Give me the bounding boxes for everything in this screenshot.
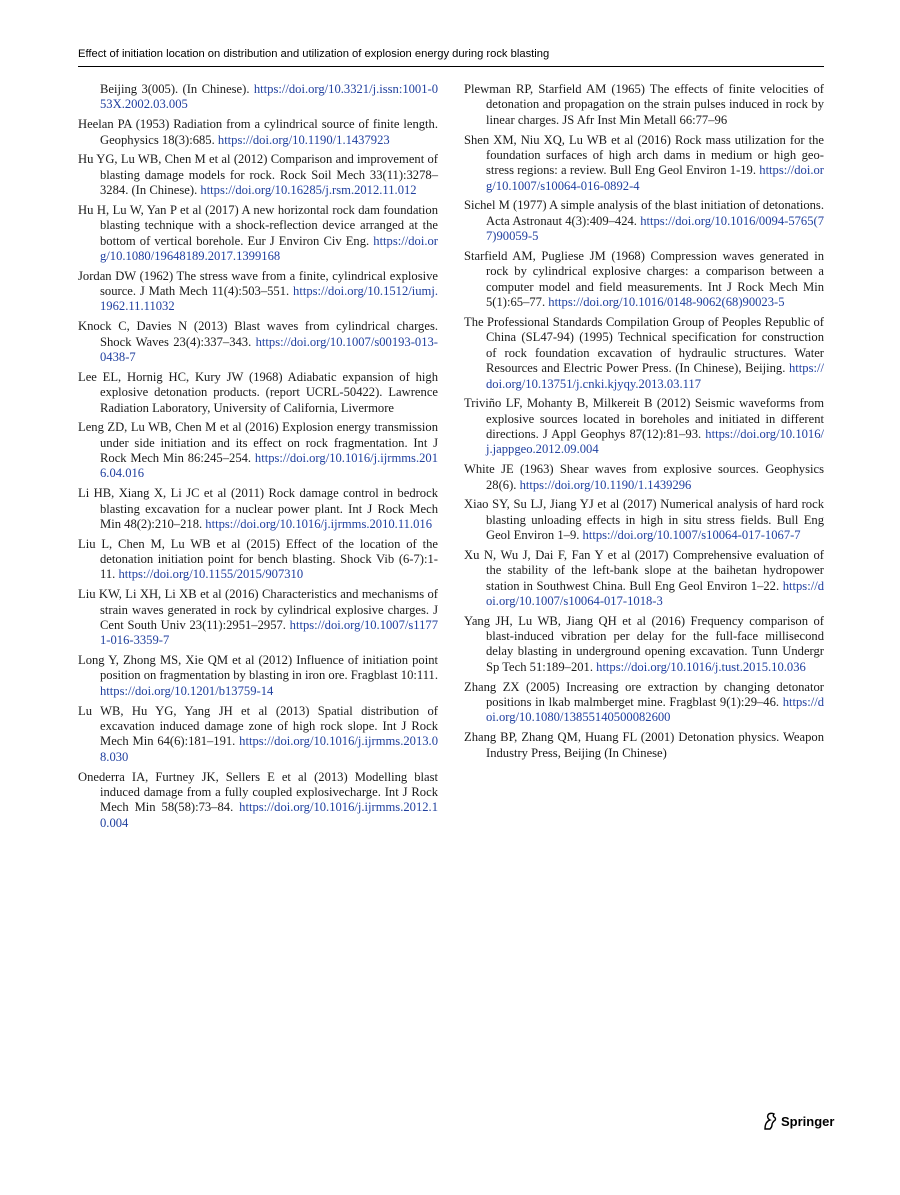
doi-link[interactable]: https://doi.org/10.13751/j.cnki.kjyqy.2013.03.117	[486, 361, 824, 391]
reference-text: Xu N, Wu J, Dai F, Fan Y et al (2017) Comprehensive evaluation of the stability of the left-bank slope at the baihetan hydropower station in Southwest China. Bull Eng Geol Environ 1–22.	[464, 547, 824, 593]
reference-entry	[78, 587, 438, 649]
reference-text: Zhang ZX (2005) Increasing ore extraction by changing detonator positions in lkab malmberget mine. Fragblast 9(1):29–46.	[464, 679, 824, 709]
doi-link[interactable]: https://doi.org/10.1080/19648189.2017.1399168	[100, 233, 438, 263]
reference-text: Liu KW, Li XH, Li XB et al (2016) Characteristics and mechanisms of strain waves generated in rock by cylindrical explosive charges. J Cent South Univ 23(11):2951–2957.	[78, 587, 438, 632]
reference-text: Plewman RP, Starfield AM (1965) The effects of finite velocities of detonation and propagation on the strain pulses induced in rock by linear charges. JS Afr Inst Min Metall 66:77–96	[464, 82, 824, 127]
doi-link[interactable]: https://doi.org/10.1016/j.ijrmms.2010.11.016	[205, 516, 432, 531]
reference-entry	[78, 117, 438, 148]
reference-text: Jordan DW (1962) The stress wave from a finite, cylindrical explosive source. J Math Mech 11(4):503–551.	[78, 268, 438, 299]
reference-text: Lu WB, Hu YG, Yang JH et al (2013) Spatial distribution of excavation induced damage zone of high rock slope. Int J Rock Mech Min 64(6):181–191.	[78, 703, 438, 749]
reference-text: Beijing 3(005). (In Chinese).	[100, 82, 254, 96]
reference-text: The Professional Standards Compilation Group of Peoples Republic of China (SL47-94) (1995) Technical specification for construction of rock foundation excavation of hydraulic structures. Water Resources and Electric Power Press. (In Chinese), Beijing.	[464, 314, 824, 376]
reference-text: Zhang BP, Zhang QM, Huang FL (2001) Detonation physics. Weapon Industry Press, Beijing (In Chinese)	[464, 730, 824, 760]
doi-link[interactable]: https://doi.org/10.1190/1.1439296	[519, 477, 692, 492]
reference-entry	[78, 370, 438, 416]
reference-text: Triviño LF, Mohanty B, Milkereit B (2012) Seismic waveforms from explosive sources located in boreholes and initiated in different directions. J Appl Geophys 87(12):81–93.	[464, 396, 824, 442]
doi-link[interactable]: https://doi.org/10.1016/0148-9062(68)90023-5	[548, 295, 785, 310]
reference-entry	[464, 82, 824, 128]
doi-link[interactable]: https://doi.org/10.1016/j.ijrmms.2016.04.016	[100, 451, 438, 481]
reference-entry	[78, 269, 438, 315]
doi-link[interactable]: https://doi.org/10.1007/s10064-016-0892-4	[486, 163, 824, 193]
reference-text: Leng ZD, Lu WB, Chen M et al (2016) Explosion energy transmission under side initiation and its effect on rock fragmentation. Int J Rock Mech Min 86:245–254.	[78, 420, 438, 466]
reference-entry	[78, 770, 438, 832]
reference-entry	[78, 152, 438, 198]
reference-entry	[464, 315, 824, 392]
reference-entry	[464, 198, 824, 244]
reference-entry	[78, 203, 438, 265]
doi-link[interactable]: https://doi.org/10.1016/0094-5765(77)90059-5	[486, 213, 824, 244]
reference-entry	[464, 133, 824, 195]
publisher-logo	[762, 1111, 834, 1131]
reference-text: Hu H, Lu W, Yan P et al (2017) A new horizontal rock dam foundation blasting technique with a shock-reflection device arranged at the bottom of vertical borehole. Eur J Environ Civ Eng.	[78, 202, 438, 248]
reference-entry	[464, 497, 824, 543]
reference-entry	[464, 396, 824, 458]
doi-link[interactable]: https://doi.org/10.1007/s11771-016-3359-7	[100, 617, 438, 648]
doi-link[interactable]: https://doi.org/10.1190/1.1437923	[217, 132, 390, 147]
springer-horse-icon	[762, 1112, 778, 1130]
doi-link[interactable]: https://doi.org/10.1007/s10064-017-1018-3	[486, 578, 824, 608]
doi-link[interactable]: https://doi.org/10.1016/j.tust.2015.10.036	[596, 659, 806, 674]
doi-link[interactable]: https://doi.org/10.1016/j.ijrmms.2012.10.004	[100, 800, 438, 830]
reference-text: Onederra IA, Furtney JK, Sellers E et al (2013) Modelling blast induced damage from a fully coupled explosivecharge. Int J Rock Mech Min 58(58):73–84.	[78, 769, 438, 815]
doi-link[interactable]: https://doi.org/10.1155/2015/907310	[118, 567, 304, 582]
doi-link[interactable]: https://doi.org/10.16285/j.rsm.2012.11.012	[200, 183, 417, 198]
reference-entry	[464, 462, 824, 493]
doi-link[interactable]: https://doi.org/10.1080/13855140500082600	[486, 695, 824, 725]
reference-entry	[464, 614, 824, 676]
reference-entry	[78, 319, 438, 365]
reference-text: Shen XM, Niu XQ, Lu WB et al (2016) Rock mass utilization for the foundation surfaces of high arch dams in medium or high geo-stress regions: a review. Bull Eng Geol Environ 1-19.	[464, 132, 824, 178]
reference-entry	[78, 420, 438, 482]
reference-entry	[464, 548, 824, 610]
doi-link[interactable]: https://doi.org/10.1512/iumj.1962.11.11032	[100, 284, 438, 314]
reference-text: Heelan PA (1953) Radiation from a cylindrical source of finite length. Geophysics 18(3):685.	[78, 117, 438, 147]
doi-link[interactable]: https://doi.org/10.3321/j.issn:1001-053X.2002.03.005	[100, 82, 438, 112]
references-right-column	[464, 82, 824, 765]
reference-text: Yang JH, Lu WB, Jiang QH et al (2016) Frequency comparison of blast-induced vibration per delay for the full-face millisecond delay blasting in underground opening excavation. Tunn Undergr Sp Tech 51:189–201.	[464, 613, 824, 674]
reference-text: Li HB, Xiang X, Li JC et al (2011) Rock damage control in bedrock blasting excavation for a nuclear power plant. Int J Rock Mech Min 48(2):210–218.	[78, 486, 438, 531]
reference-text: Knock C, Davies N (2013) Blast waves from cylindrical charges. Shock Waves 23(4):337–343.	[78, 319, 438, 349]
reference-entry	[464, 249, 824, 311]
publisher-name: Springer	[781, 1113, 835, 1129]
doi-link[interactable]: https://doi.org/10.1007/s00193-013-0438-7	[100, 334, 438, 364]
reference-text: Sichel M (1977) A simple analysis of the blast initiation of detonations. Acta Astronaut 4(3):409–424.	[464, 198, 824, 228]
reference-entry	[464, 680, 824, 726]
reference-text: Long Y, Zhong MS, Xie QM et al (2012) Influence of initiation point position on fragmentation by blasting in iron ore. Fragblast 10:111.	[78, 653, 439, 683]
reference-text: Liu L, Chen M, Lu WB et al (2015) Effect of the location of the detonation initiation point for bench blasting. Shock Vib (6-7):1-11.	[78, 536, 438, 582]
reference-entry	[78, 653, 438, 699]
reference-entry	[78, 537, 438, 583]
running-head: Effect of initiation location on distribution and utilization of explosion energy during rock blasting	[78, 48, 550, 60]
doi-link[interactable]: https://doi.org/10.1016/j.ijrmms.2013.08.030	[100, 734, 438, 764]
reference-text: White JE (1963) Shear waves from explosive sources. Geophysics 28(6).	[464, 462, 824, 492]
reference-entry	[464, 730, 824, 761]
doi-link[interactable]: https://doi.org/10.1201/b13759-14	[100, 683, 274, 698]
doi-link[interactable]: https://doi.org/10.1007/s10064-017-1067-7	[582, 528, 801, 543]
references-left-column	[78, 82, 438, 835]
reference-text: Starfield AM, Pugliese JM (1968) Compression waves generated in rock by cylindrical explosive charges: a comparison between a computer model and field measurements. Int J Rock Mech Min 5(1):65–77.	[464, 248, 824, 310]
doi-link[interactable]: https://doi.org/10.1016/j.jappgeo.2012.09.004	[486, 427, 824, 457]
reference-text: Hu YG, Lu WB, Chen M et al (2012) Comparison and improvement of blasting damage models for rock. Rock Soil Mech 33(11):3278–3284. (In Chinese).	[78, 152, 438, 198]
reference-entry	[78, 704, 438, 766]
reference-text: Xiao SY, Su LJ, Jiang YJ et al (2017) Numerical analysis of hard rock blasting unloading effects in high in situ stress fields. Bull Eng Geol Environ 1–9.	[464, 497, 824, 543]
header-rule	[78, 66, 824, 67]
reference-entry	[78, 82, 438, 113]
reference-text: Lee EL, Hornig HC, Kury JW (1968) Adiabatic expansion of high explosive detonation products. (report UCRL-50422). Lawrence Radiation Laboratory, University of California, Livermore	[78, 369, 438, 415]
reference-entry	[78, 486, 438, 532]
